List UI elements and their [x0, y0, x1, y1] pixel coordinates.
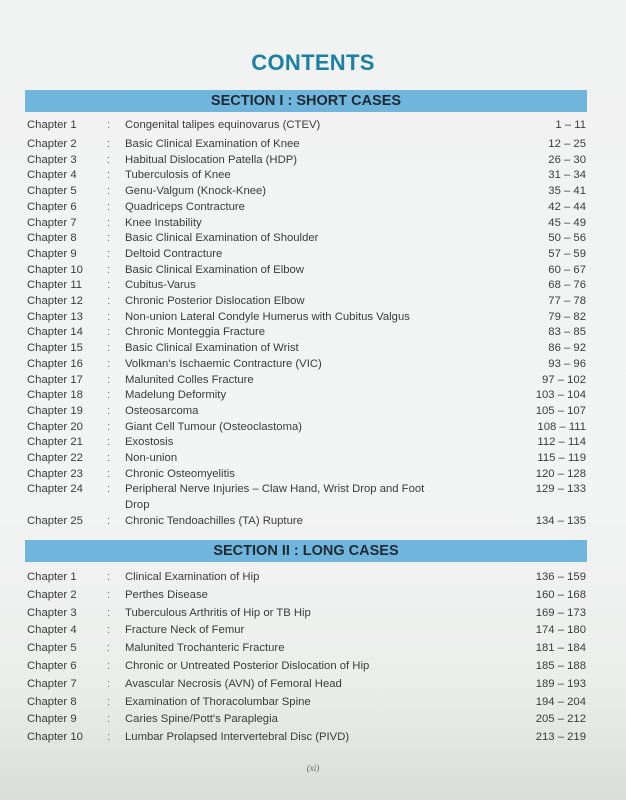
page-range: 83 – 85 — [548, 326, 586, 339]
page-range: 181 – 184 — [535, 642, 586, 655]
chapter-title: Chronic Osteomyelitis — [125, 467, 235, 480]
section-heading-short-cases: SECTION I : SHORT CASES — [25, 90, 587, 112]
chapter-title: Peripheral Nerve Injuries – Claw Hand, Wrist Drop and Foot Drop — [125, 483, 425, 511]
chapter-label: Chapter 9 — [27, 713, 77, 726]
page-range: 68 – 76 — [548, 279, 586, 292]
separator: : — [107, 247, 111, 260]
chapter-title: Giant Cell Tumour (Osteoclastoma) — [125, 420, 303, 433]
chapter-label: Chapter 7 — [27, 216, 77, 229]
page-range: 1 – 11 — [555, 119, 586, 131]
chapter-title: Perthes Disease — [125, 588, 208, 601]
separator: : — [107, 216, 111, 229]
page-range: 103 – 104 — [535, 389, 586, 402]
chapter-label: Chapter 5 — [27, 185, 77, 198]
chapter-title: Basic Clinical Examination of Shoulder — [125, 232, 319, 245]
page-range: 185 – 188 — [535, 660, 586, 672]
page-range: 79 – 82 — [548, 310, 586, 323]
chapter-label: Chapter 3 — [27, 606, 77, 619]
chapter-label: Chapter 23 — [27, 467, 83, 480]
chapter-label: Chapter 6 — [27, 200, 77, 213]
chapter-label: Chapter 9 — [27, 247, 77, 260]
separator: : — [107, 660, 111, 672]
page-range: 35 – 41 — [548, 185, 586, 198]
chapter-title: Quadriceps Contracture — [125, 200, 245, 213]
page-range: 205 – 212 — [535, 713, 586, 726]
separator: : — [107, 642, 111, 655]
separator: : — [107, 185, 111, 198]
separator: : — [107, 342, 111, 355]
separator: : — [107, 153, 111, 166]
page-range: 112 – 114 — [537, 436, 586, 449]
separator: : — [107, 436, 111, 449]
chapter-label: Chapter 4 — [27, 624, 77, 637]
separator: : — [107, 310, 111, 323]
chapter-label: Chapter 10 — [27, 731, 83, 744]
page-range: 86 – 92 — [548, 342, 586, 355]
chapter-title: Chronic Monteggia Fracture — [125, 326, 266, 339]
chapter-label: Chapter 19 — [27, 404, 83, 417]
chapter-title: Chronic Tendoachilles (TA) Rupture — [125, 515, 303, 528]
chapter-title: Osteosarcoma — [125, 404, 199, 417]
page-range: 213 – 219 — [535, 731, 586, 744]
separator: : — [107, 515, 111, 528]
chapter-label: Chapter 25 — [27, 515, 83, 528]
page-range: 160 – 168 — [535, 588, 586, 601]
chapter-label: Chapter 8 — [27, 232, 77, 245]
chapter-title: Chronic or Untreated Posterior Dislocation of Hip — [125, 660, 370, 672]
separator: : — [107, 420, 111, 433]
separator: : — [107, 624, 111, 637]
page-range: 60 – 67 — [548, 263, 586, 276]
chapter-label: Chapter 17 — [27, 373, 83, 386]
page-range: 134 – 135 — [535, 515, 586, 528]
separator: : — [107, 606, 111, 619]
separator: : — [107, 467, 111, 480]
chapter-title: Avascular Necrosis (AVN) of Femoral Head — [125, 677, 342, 690]
page-range: 57 – 59 — [548, 247, 586, 260]
separator: : — [107, 588, 111, 601]
chapter-title: Clinical Examination of Hip — [125, 571, 260, 583]
chapter-title: Malunited Trochanteric Fracture — [125, 642, 285, 655]
chapter-label: Chapter 14 — [27, 326, 83, 339]
separator: : — [107, 731, 111, 744]
chapter-label: Chapter 10 — [27, 263, 83, 276]
page-range: 31 – 34 — [548, 169, 586, 182]
chapter-label: Chapter 4 — [27, 169, 77, 182]
chapter-title: Non-union Lateral Condyle Humerus with Cubitus Valgus — [125, 310, 410, 323]
separator: : — [107, 357, 111, 370]
chapter-label: Chapter 1 — [27, 119, 77, 131]
page-range: 129 – 133 — [535, 483, 586, 496]
page-range: 105 – 107 — [535, 404, 586, 417]
chapter-label: Chapter 8 — [27, 695, 77, 708]
chapter-title: Non-union — [125, 452, 178, 464]
chapter-title: Tuberculosis of Knee — [125, 169, 231, 182]
chapter-label: Chapter 20 — [27, 420, 83, 433]
chapter-title: Genu-Valgum (Knock-Knee) — [125, 185, 267, 198]
chapter-label: Chapter 24 — [27, 483, 83, 496]
separator: : — [107, 452, 111, 464]
separator: : — [107, 571, 111, 583]
chapter-label: Chapter 2 — [27, 138, 77, 150]
chapter-label: Chapter 13 — [27, 310, 83, 323]
chapter-title: Deltoid Contracture — [125, 247, 223, 260]
chapter-title: Knee Instability — [125, 216, 202, 229]
page-range: 12 – 25 — [548, 138, 586, 150]
separator: : — [107, 169, 111, 182]
chapter-label: Chapter 6 — [27, 660, 77, 672]
chapter-title: Malunited Colles Fracture — [125, 373, 254, 386]
page-range: 108 – 111 — [537, 420, 586, 433]
page-range: 77 – 78 — [548, 295, 586, 307]
page-range: 50 – 56 — [548, 232, 586, 245]
chapter-label: Chapter 7 — [27, 677, 77, 690]
chapter-title: Congenital talipes equinovarus (CTEV) — [125, 119, 321, 131]
separator: : — [107, 677, 111, 690]
separator: : — [107, 263, 111, 276]
separator: : — [107, 200, 111, 213]
chapter-title: Cubitus-Varus — [125, 279, 196, 292]
page-range: 120 – 128 — [535, 467, 586, 480]
page-range: 169 – 173 — [535, 606, 586, 619]
page-title: CONTENTS — [251, 50, 375, 75]
separator: : — [107, 404, 111, 417]
chapter-title: Tuberculous Arthritis of Hip or TB Hip — [125, 606, 311, 619]
chapter-title: Lumbar Prolapsed Intervertebral Disc (PIVD) — [125, 731, 350, 744]
page-range: 174 – 180 — [535, 624, 586, 637]
separator: : — [107, 326, 111, 339]
page-range: 26 – 30 — [548, 153, 586, 166]
separator: : — [107, 389, 111, 402]
page-range: 115 – 119 — [537, 452, 586, 464]
separator: : — [107, 138, 111, 150]
separator: : — [107, 695, 111, 708]
chapter-label: Chapter 12 — [27, 295, 83, 307]
chapter-label: Chapter 2 — [27, 588, 77, 601]
page-range: 136 – 159 — [535, 571, 586, 583]
chapter-label: Chapter 11 — [27, 279, 83, 292]
chapter-title: Fracture Neck of Femur — [125, 624, 245, 637]
separator: : — [107, 279, 111, 292]
separator: : — [107, 119, 111, 131]
page-range: 42 – 44 — [548, 200, 586, 213]
page-range: 93 – 96 — [548, 357, 586, 370]
page-number: (xi) — [306, 763, 320, 773]
page-range: 45 – 49 — [548, 216, 586, 229]
separator: : — [107, 483, 111, 496]
chapter-title: Examination of Thoracolumbar Spine — [125, 695, 311, 708]
separator: : — [107, 713, 111, 726]
chapter-title: Chronic Posterior Dislocation Elbow — [125, 295, 305, 307]
chapter-label: Chapter 21 — [27, 436, 83, 449]
page-range: 189 – 193 — [535, 677, 586, 690]
chapter-title: Basic Clinical Examination of Knee — [125, 138, 300, 150]
chapter-title: Basic Clinical Examination of Wrist — [125, 342, 299, 355]
chapter-title: Habitual Dislocation Patella (HDP) — [125, 153, 298, 166]
section-heading-long-cases: SECTION II : LONG CASES — [25, 540, 587, 562]
chapter-label: Chapter 16 — [27, 357, 83, 370]
page-range: 97 – 102 — [542, 373, 586, 386]
chapter-title: Caries Spine/Pott's Paraplegia — [125, 713, 278, 726]
chapter-title: Basic Clinical Examination of Elbow — [125, 263, 304, 276]
chapter-label: Chapter 22 — [27, 452, 83, 464]
page-range: 194 – 204 — [535, 695, 586, 708]
chapter-label: Chapter 5 — [27, 642, 77, 655]
chapter-label: Chapter 1 — [27, 571, 77, 583]
chapter-title: Volkman's Ischaemic Contracture (VIC) — [125, 357, 322, 370]
separator: : — [107, 232, 111, 245]
chapter-label: Chapter 15 — [27, 342, 83, 355]
chapter-label: Chapter 3 — [27, 153, 77, 166]
chapter-title: Exostosis — [125, 436, 174, 449]
chapter-title: Madelung Deformity — [125, 389, 227, 402]
chapter-label: Chapter 18 — [27, 389, 83, 402]
separator: : — [107, 373, 111, 386]
separator: : — [107, 295, 111, 307]
